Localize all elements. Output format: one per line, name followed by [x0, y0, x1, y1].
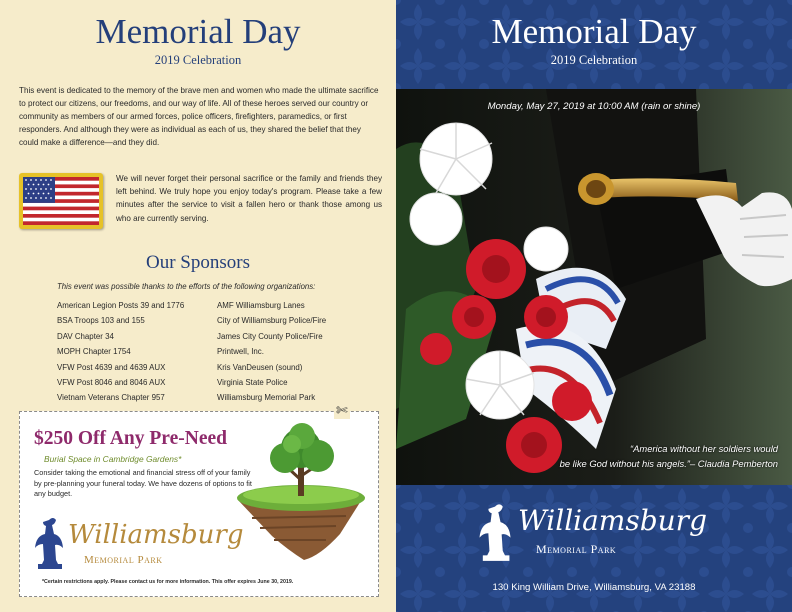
address: 130 King William Drive, Williamsburg, VA 23188 — [492, 582, 696, 593]
sponsor-item: James City County Police/Fire — [217, 331, 323, 341]
coupon-logo — [32, 514, 262, 570]
event-date: Monday, May 27, 2019 at 10:00 AM (rain or shine) — [487, 101, 701, 112]
sponsor-item: City of Williamsburg Police/Fire — [217, 316, 327, 326]
sponsor-item: VFW Post 4639 and 4639 AUX — [57, 362, 166, 372]
eagle-logo-icon — [32, 514, 66, 570]
coupon-fine-print: *Certain restrictions apply. Please contact us for more information. This offer expires June 30, 2019. — [42, 579, 294, 585]
sponsors-column-2 — [217, 298, 326, 406]
eagle-logo-icon — [476, 500, 514, 562]
sponsor-item: AMF Williamsburg Lanes — [217, 301, 305, 310]
coupon[interactable] — [19, 411, 379, 597]
right-logo — [476, 500, 716, 566]
sponsors-title: Our Sponsors — [146, 252, 250, 273]
coupon-logo-name: Williamsburg — [68, 520, 244, 550]
right-subtitle: 2019 Celebration — [550, 53, 638, 67]
sponsors-note: This event was possible thanks to the efforts of the following organizations: — [57, 282, 316, 291]
left-subtitle: 2019 Celebration — [154, 53, 242, 67]
quote: “America without her soldiers would be like God without his angels.”– Claudia Pemberton — [559, 443, 778, 469]
right-title: Memorial Day — [491, 12, 697, 51]
sponsor-item: MOPH Chapter 1754 — [57, 347, 131, 357]
sponsor-item: DAV Chapter 34 — [57, 331, 114, 341]
sponsor-item: VFW Post 8046 and 8046 AUX — [57, 378, 166, 388]
coupon-subtitle: Burial Space in Cambridge Gardens* — [44, 454, 182, 464]
sponsor-item: Williamsburg Memorial Park — [217, 393, 316, 403]
intro-paragraph: This event is dedicated to the memory of the brave men and women who made the ultimate sacrifice to protect our citizens, our freedoms, and our way of life. All of these heroes served our country or community as members of our armed forces, police officers, firefighters, paramedics, or first responders. And although they were as individual as each of us, they shared the belief that they could make a difference—and they did. — [19, 86, 379, 147]
right-logo-name: Williamsburg — [518, 504, 707, 537]
coupon-body: Consider taking the emotional and financial stress off of your family by pre-planning your funeral today. We have dozens of options to fit any budget. — [34, 468, 252, 498]
sponsor-item: BSA Troops 103 and 155 — [57, 316, 145, 326]
intro-paragraph-2: We will never forget their personal sacrifice or the family and friends they left behind. We truly hope you enjoy today's program. Please take a few minutes after the service to visit a fallen hero or thank those among us who are currently serving. — [116, 174, 382, 223]
coupon-logo-sub: Memorial Park — [84, 554, 163, 566]
memorial-photo — [396, 89, 792, 485]
left-title: Memorial Day — [95, 12, 301, 51]
sponsor-item: American Legion Posts 39 and 1776 — [57, 301, 185, 310]
sponsors-column-1 — [57, 298, 184, 406]
scissors-icon: ✄ — [336, 402, 348, 418]
sponsor-item: Printwell, Inc. — [217, 347, 264, 357]
sponsor-item: Vietnam Veterans Chapter 957 — [57, 393, 165, 403]
right-logo-sub: Memorial Park — [536, 542, 617, 556]
sponsor-item: Kris VanDeusen (sound) — [217, 362, 303, 372]
american-flag-icon — [19, 173, 103, 229]
coupon-title: $250 Off Any Pre-Need — [34, 428, 227, 449]
sponsor-item: Virginia State Police — [217, 378, 288, 388]
